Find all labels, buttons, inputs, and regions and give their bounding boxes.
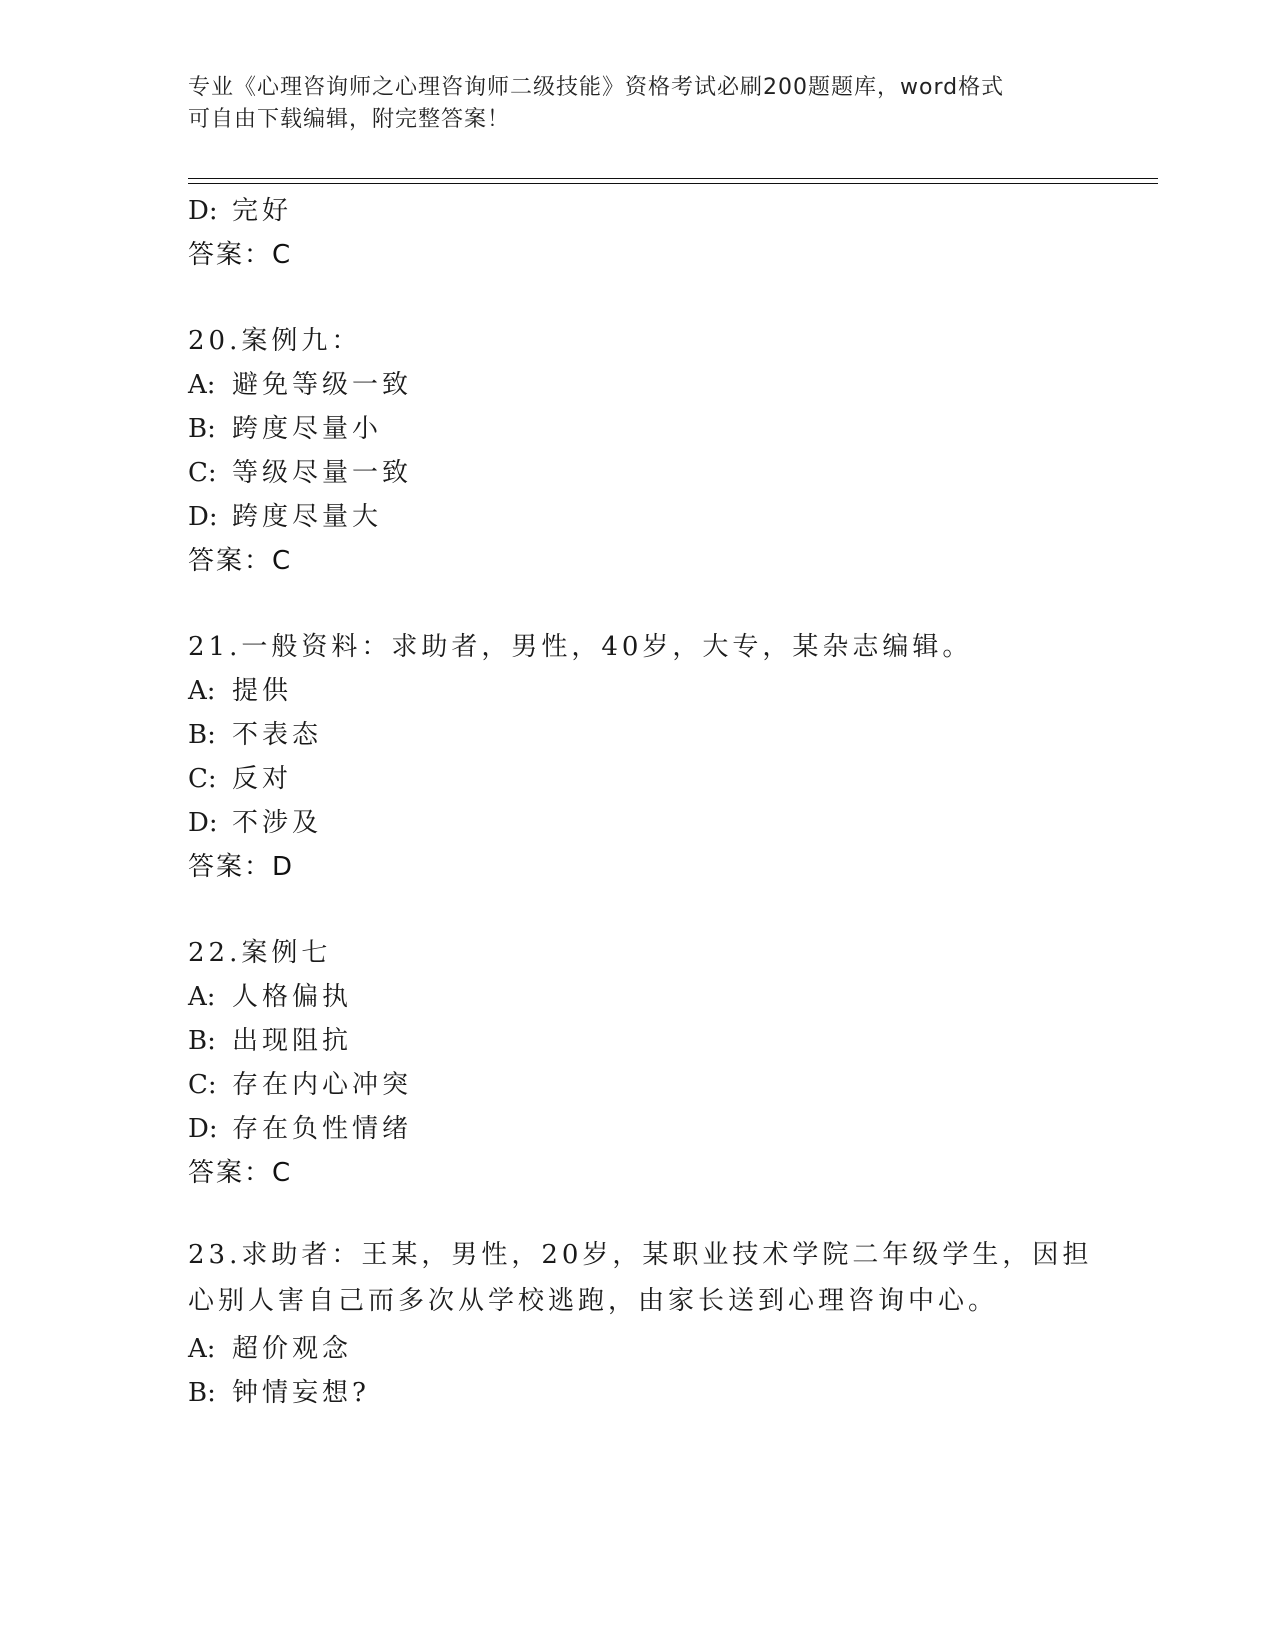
option-text: 提供 [232, 676, 293, 706]
header-divider-top [188, 178, 1158, 179]
option-key: D: [188, 502, 218, 532]
option-key: C: [188, 458, 217, 488]
option-b [188, 1372, 370, 1409]
option-a [188, 670, 292, 707]
option-key: A: [188, 1334, 216, 1364]
question-stem: 20.案例九： [188, 326, 362, 356]
option-key: B: [188, 414, 216, 444]
header-divider-bottom [188, 183, 1158, 184]
option-key: D: [188, 808, 218, 838]
option-text: 超价观念 [232, 1334, 353, 1364]
question-stem: 23.求助者：王某，男性，20岁，某职业技术学院二年级学生，因担心别人害自己而多次从学校逃跑，由家长送到心理咨询中心。 [188, 1240, 1093, 1316]
option-key: B: [188, 720, 216, 750]
header-line-1: 专业《心理咨询师之心理咨询师二级技能》资格考试必刷200题题库，word格式 [188, 75, 1005, 100]
option-b [188, 408, 382, 445]
header-line-2: 可自由下载编辑，附完整答案！ [188, 107, 511, 132]
option-d [188, 190, 292, 227]
question-stem: 22.案例七 [188, 938, 332, 968]
option-text: 钟情妄想? [232, 1378, 370, 1408]
option-key: D: [188, 1114, 218, 1144]
option-key: B: [188, 1026, 216, 1056]
option-a [188, 1328, 352, 1365]
question-stem: 21.一般资料：求助者，男性，40岁，大专，某杂志编辑。 [188, 632, 973, 662]
option-key: D: [188, 196, 218, 226]
option-text: 存在负性情绪 [232, 1114, 413, 1144]
option-text: 等级尽量一致 [232, 458, 413, 488]
option-text: 反对 [232, 764, 293, 794]
answer-line: 答案：C [188, 240, 293, 270]
option-text: 不表态 [232, 720, 323, 750]
option-d [188, 1108, 412, 1145]
option-text: 避免等级一致 [232, 370, 413, 400]
option-text: 跨度尽量小 [232, 414, 383, 444]
option-text: 不涉及 [232, 808, 323, 838]
option-text: 出现阻抗 [232, 1026, 353, 1056]
answer-line: 答案：D [188, 852, 295, 882]
option-d [188, 496, 382, 533]
answer-line: 答案：C [188, 1158, 293, 1188]
option-key: A: [188, 676, 216, 706]
option-key: C: [188, 1070, 217, 1100]
option-a [188, 364, 412, 401]
option-text: 跨度尽量大 [232, 502, 383, 532]
option-key: A: [188, 370, 216, 400]
option-text: 人格偏执 [232, 982, 353, 1012]
option-text: 存在内心冲突 [232, 1070, 413, 1100]
option-b [188, 1020, 352, 1057]
document-header [188, 72, 1088, 136]
option-a [188, 976, 352, 1013]
option-c [188, 1064, 412, 1101]
option-d [188, 802, 322, 839]
option-key: C: [188, 764, 217, 794]
option-c [188, 758, 292, 795]
option-c [188, 452, 412, 489]
option-text: 完好 [232, 196, 293, 226]
option-key: A: [188, 982, 216, 1012]
answer-line: 答案：C [188, 546, 293, 576]
option-key: B: [188, 1378, 216, 1408]
option-b [188, 714, 322, 751]
